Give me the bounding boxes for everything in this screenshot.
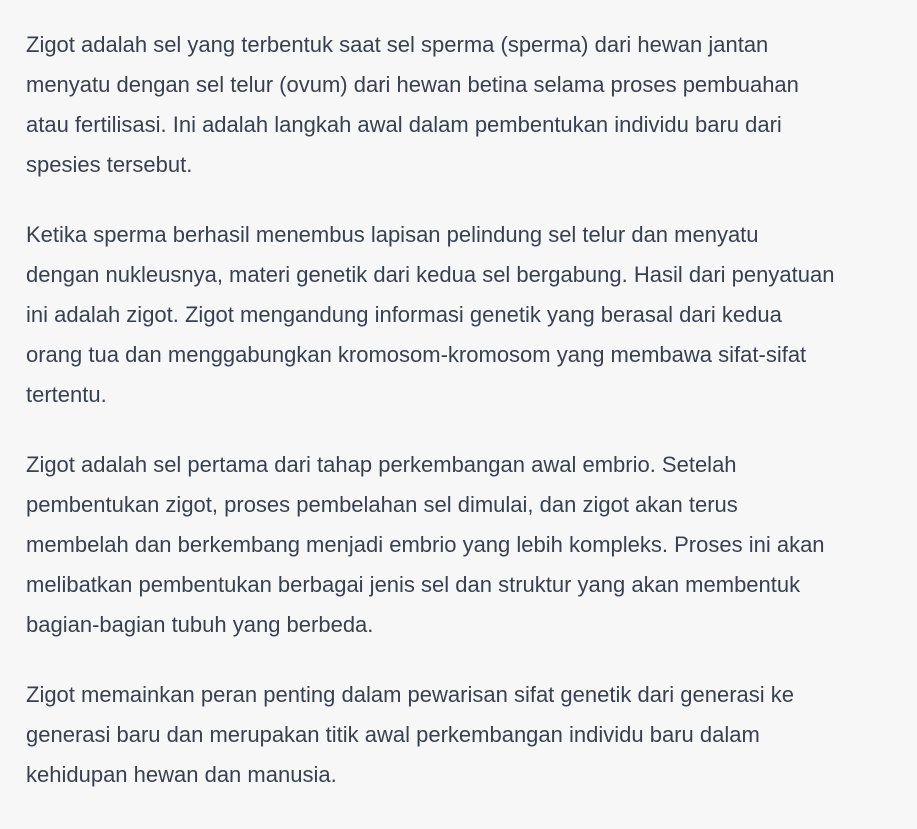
text-line: bagian-bagian tubuh yang berbeda. bbox=[26, 612, 374, 637]
text-line: kehidupan hewan dan manusia. bbox=[26, 762, 337, 787]
paragraph bbox=[26, 25, 896, 185]
text-line: Zigot adalah sel pertama dari tahap perkembangan awal embrio. Setelah bbox=[26, 452, 737, 477]
text-line: orang tua dan menggabungkan kromosom-kromosom yang membawa sifat-sifat bbox=[26, 342, 807, 367]
text-line: menyatu dengan sel telur (ovum) dari hewan betina selama proses pembuahan bbox=[26, 72, 799, 97]
text-line: tertentu. bbox=[26, 382, 107, 407]
text-line: spesies tersebut. bbox=[26, 152, 193, 177]
paragraph bbox=[26, 445, 896, 645]
text-line: dengan nukleusnya, materi genetik dari kedua sel bergabung. Hasil dari penyatuan bbox=[26, 262, 835, 287]
text-line: membelah dan berkembang menjadi embrio yang lebih kompleks. Proses ini akan bbox=[26, 532, 825, 557]
paragraph bbox=[26, 215, 896, 415]
response-text bbox=[26, 25, 896, 795]
text-line: Zigot adalah sel yang terbentuk saat sel sperma (sperma) dari hewan jantan bbox=[26, 32, 769, 57]
text-line: pembentukan zigot, proses pembelahan sel dimulai, dan zigot akan terus bbox=[26, 492, 738, 517]
text-line: generasi baru dan merupakan titik awal perkembangan individu baru dalam bbox=[26, 722, 760, 747]
text-line: ini adalah zigot. Zigot mengandung informasi genetik yang berasal dari kedua bbox=[26, 302, 782, 327]
text-line: Ketika sperma berhasil menembus lapisan pelindung sel telur dan menyatu bbox=[26, 222, 759, 247]
paragraph bbox=[26, 675, 896, 795]
text-line: Zigot memainkan peran penting dalam pewarisan sifat genetik dari generasi ke bbox=[26, 682, 794, 707]
text-line: atau fertilisasi. Ini adalah langkah awal dalam pembentukan individu baru dari bbox=[26, 112, 782, 137]
text-line: melibatkan pembentukan berbagai jenis sel dan struktur yang akan membentuk bbox=[26, 572, 801, 597]
